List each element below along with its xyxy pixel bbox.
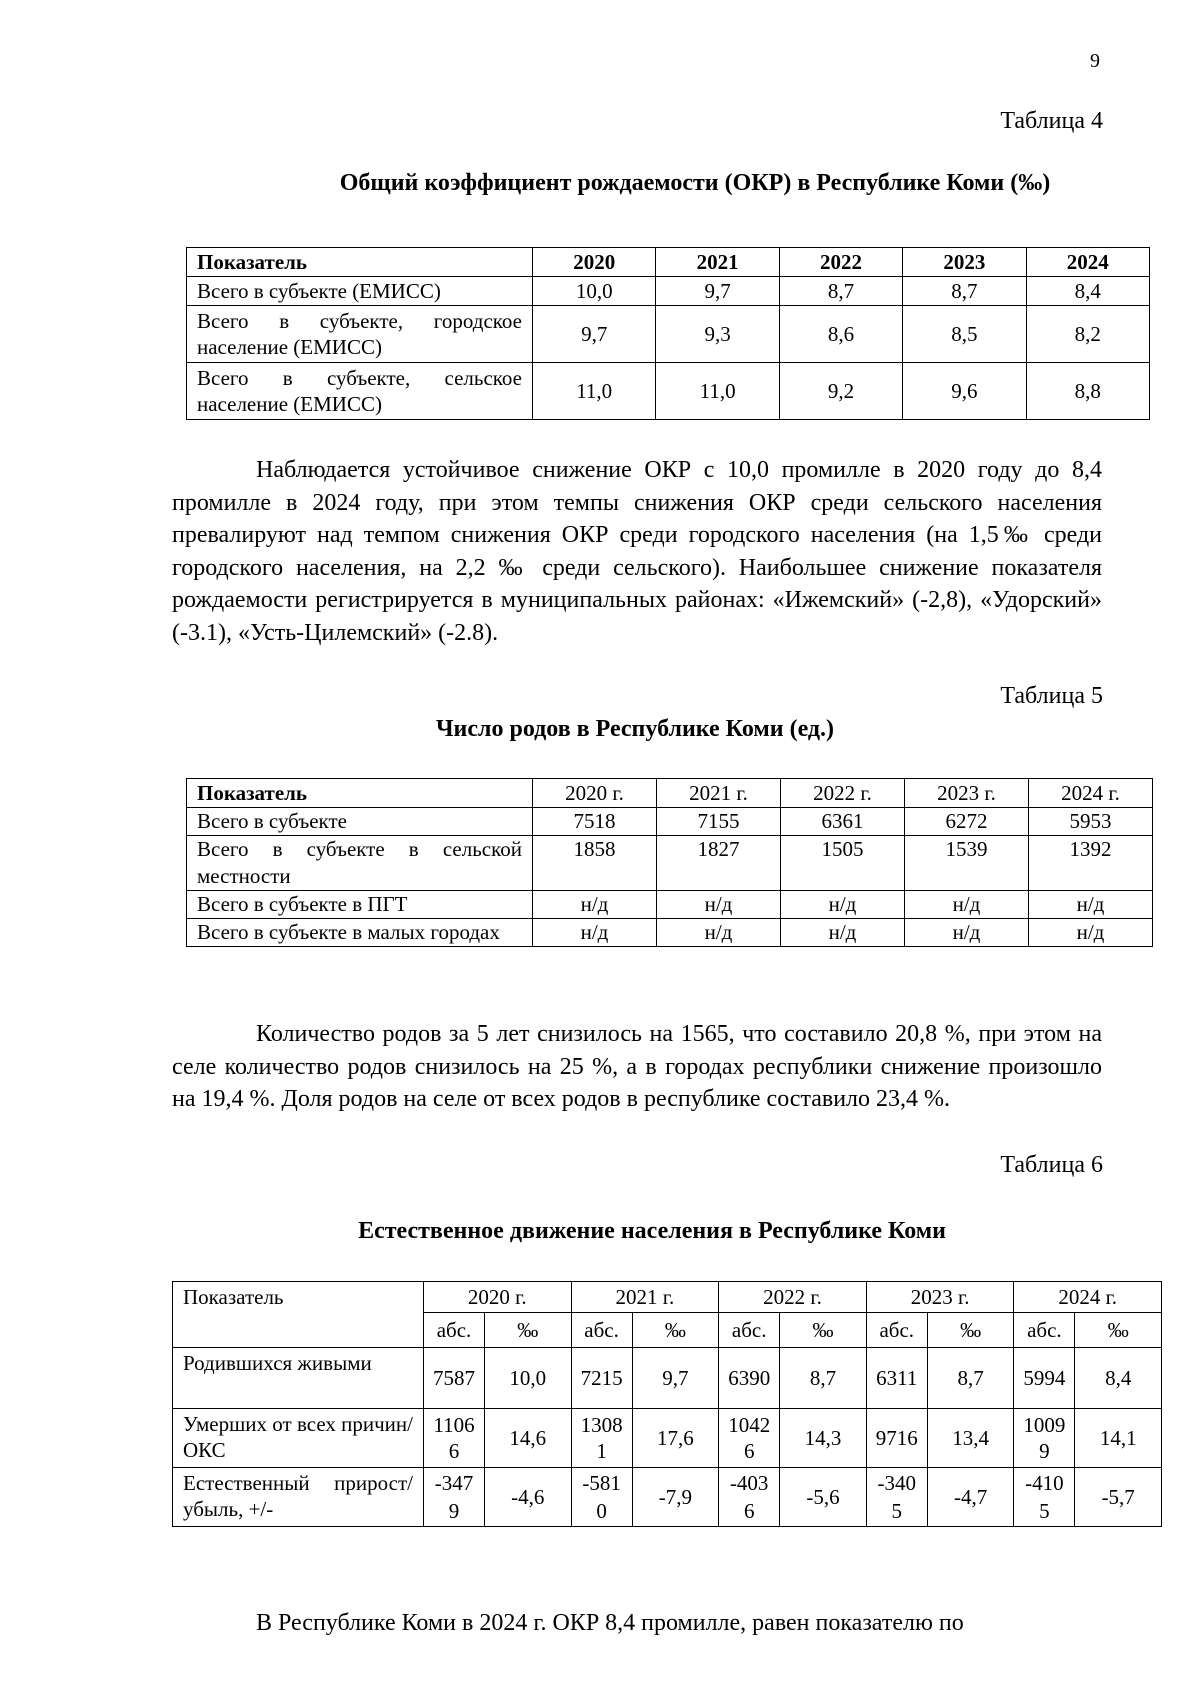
sub-header-rate: ‰ xyxy=(632,1313,719,1348)
table-cell: -3405 xyxy=(866,1468,927,1527)
table-row xyxy=(187,277,1150,306)
sub-header-abs: абс. xyxy=(866,1313,927,1348)
table-cell: 6361 xyxy=(781,808,905,836)
table-header-cell: 2021 г. xyxy=(657,779,781,808)
table-cell: 11,0 xyxy=(533,363,656,420)
table-cell: -4036 xyxy=(719,1468,780,1527)
table-cell: -4,6 xyxy=(485,1468,572,1527)
table-cell: 1505 xyxy=(781,836,905,891)
table-cell: 6272 xyxy=(905,808,1029,836)
sub-header-rate: ‰ xyxy=(485,1313,572,1348)
table-header-cell: 2021 xyxy=(656,248,779,277)
table-cell: 9,3 xyxy=(656,306,779,363)
table-header-cell: 2024 г. xyxy=(1029,779,1153,808)
table-cell: 8,6 xyxy=(779,306,902,363)
table-row xyxy=(187,306,1150,363)
table-row xyxy=(173,1409,1162,1468)
table-cell: 1858 xyxy=(533,836,657,891)
table-cell: 6311 xyxy=(866,1348,927,1409)
table-cell: н/д xyxy=(905,891,1029,919)
table-cell: -5,7 xyxy=(1075,1468,1162,1527)
table-cell: 14,3 xyxy=(780,1409,867,1468)
sub-header-abs: абс. xyxy=(571,1313,632,1348)
table-cell: н/д xyxy=(781,891,905,919)
table-cell: 9,7 xyxy=(632,1348,719,1409)
year-header: 2020 г. xyxy=(424,1282,572,1313)
table-header-cell: 2023 xyxy=(903,248,1026,277)
table4-title: Общий коэффициент рождаемости (ОКР) в Республике Коми (‰) xyxy=(339,170,1051,196)
table-cell: -4105 xyxy=(1014,1468,1075,1527)
table-cell: 14,6 xyxy=(485,1409,572,1468)
sub-header-rate: ‰ xyxy=(1075,1313,1162,1348)
table-cell: н/д xyxy=(905,919,1029,947)
table-cell: 1392 xyxy=(1029,836,1153,891)
table-cell: н/д xyxy=(1029,891,1153,919)
row-label: Всего в субъекте, городское население (ЕМИСС) xyxy=(187,306,533,363)
table6-title: Естественное движение населения в Республике Коми xyxy=(358,1218,946,1244)
table-cell: 8,5 xyxy=(903,306,1026,363)
table-cell: 9,7 xyxy=(533,306,656,363)
paragraph-births-decline: Количество родов за 5 лет снизилось на 1565, что составило 20,8 %, при этом на селе количество родов снизилось на 25 %, а в городах республики снижение произошло на 19,4 %. Доля родов на селе от всех родов в республике составило 23,4 %. xyxy=(172,1021,1102,1112)
table4 xyxy=(186,247,1150,420)
table-header-cell: Показатель xyxy=(187,779,533,808)
table-cell: -5810 xyxy=(571,1468,632,1527)
table-cell: н/д xyxy=(657,919,781,947)
table-cell: 7155 xyxy=(657,808,781,836)
row-label: Всего в субъекте в малых городах xyxy=(187,919,533,947)
table-cell: 8,4 xyxy=(1075,1348,1162,1409)
table-cell: 7518 xyxy=(533,808,657,836)
year-header: 2021 г. xyxy=(571,1282,719,1313)
row-label: Всего в субъекте в сельской местности xyxy=(187,836,533,891)
table-row xyxy=(187,808,1153,836)
table-row xyxy=(187,919,1153,947)
year-header: 2022 г. xyxy=(719,1282,867,1313)
table-cell: 8,7 xyxy=(780,1348,867,1409)
sub-header-abs: абс. xyxy=(424,1313,485,1348)
table-cell: 17,6 xyxy=(632,1409,719,1468)
table-header-row xyxy=(187,779,1153,808)
table-row xyxy=(187,363,1150,420)
table-cell: н/д xyxy=(781,919,905,947)
table-cell: н/д xyxy=(533,891,657,919)
year-header: 2023 г. xyxy=(866,1282,1014,1313)
table-cell: -3479 xyxy=(424,1468,485,1527)
table-cell: н/д xyxy=(657,891,781,919)
table-cell: 8,8 xyxy=(1026,363,1149,420)
table6 xyxy=(172,1281,1162,1527)
table-cell: 8,7 xyxy=(927,1348,1014,1409)
row-label: Родившихся живыми xyxy=(173,1348,424,1409)
table-header-cell: 2020 г. xyxy=(533,779,657,808)
paragraph-okr-decline: Наблюдается устойчивое снижение ОКР с 10,0 промилле в 2020 году до 8,4 промилле в 2024 году, при этом темпы снижения ОКР среди сельского населения превалируют над темпом снижения ОКР среди городского населения (на 1,5‰ среди городского населения, на 2,2 ‰ среди сельского). Наибольшее снижение показателя рождаемости регистрируется в муниципальных районах: «Ижемский» (-2,8), «Удорский» (-3.1), «Усть-Цилемский» (-2.8). xyxy=(172,457,1102,646)
paragraph-okr-2024: В Республике Коми в 2024 г. ОКР 8,4 промилле, равен показателю по xyxy=(256,1610,964,1636)
sub-header-abs: абс. xyxy=(1014,1313,1075,1348)
table-row xyxy=(173,1348,1162,1409)
table-cell: 8,7 xyxy=(779,277,902,306)
table-cell: 9716 xyxy=(866,1409,927,1468)
table-cell: 9,6 xyxy=(903,363,1026,420)
sub-header-abs: абс. xyxy=(719,1313,780,1348)
table-row xyxy=(187,891,1153,919)
table-cell: -5,6 xyxy=(780,1468,867,1527)
table-header-row xyxy=(187,248,1150,277)
table-cell: 10426 xyxy=(719,1409,780,1468)
table5-title: Число родов в Республике Коми (ед.) xyxy=(435,716,835,742)
page-number: 9 xyxy=(1090,50,1100,72)
table4-caption: Таблица 4 xyxy=(1000,108,1103,134)
table-header-cell: 2023 г. xyxy=(905,779,1029,808)
table5 xyxy=(186,778,1153,947)
table-header-cell: Показатель xyxy=(187,248,533,277)
table-cell: 9,7 xyxy=(656,277,779,306)
row-label: Всего в субъекте xyxy=(187,808,533,836)
table-cell: 11,0 xyxy=(656,363,779,420)
row-label: Всего в субъекте в ПГТ xyxy=(187,891,533,919)
table-header-cell: 2024 xyxy=(1026,248,1149,277)
table-cell: 8,4 xyxy=(1026,277,1149,306)
table-header-cell: Показатель xyxy=(173,1282,424,1348)
table-cell: н/д xyxy=(1029,919,1153,947)
table-cell: н/д xyxy=(533,919,657,947)
row-label: Всего в субъекте, сельское население (ЕМИСС) xyxy=(187,363,533,420)
table-cell: -7,9 xyxy=(632,1468,719,1527)
table-cell: 10,0 xyxy=(533,277,656,306)
row-label: Умерших от всех причин/ОКС xyxy=(173,1409,424,1468)
table-row xyxy=(187,836,1153,891)
table-cell: 8,7 xyxy=(903,277,1026,306)
sub-header-rate: ‰ xyxy=(927,1313,1014,1348)
table-cell: 1539 xyxy=(905,836,1029,891)
table-cell: -4,7 xyxy=(927,1468,1014,1527)
table-header-cell: 2020 xyxy=(533,248,656,277)
table-cell: 10099 xyxy=(1014,1409,1075,1468)
table-cell: 7587 xyxy=(424,1348,485,1409)
table-cell: 1827 xyxy=(657,836,781,891)
table-cell: 11066 xyxy=(424,1409,485,1468)
table-header-cell: 2022 г. xyxy=(781,779,905,808)
table-cell: 6390 xyxy=(719,1348,780,1409)
table-row xyxy=(173,1468,1162,1527)
table5-caption: Таблица 5 xyxy=(1000,683,1103,709)
table6-caption: Таблица 6 xyxy=(1000,1152,1103,1178)
table-header-cell: 2022 xyxy=(779,248,902,277)
table-cell: 14,1 xyxy=(1075,1409,1162,1468)
table-cell: 7215 xyxy=(571,1348,632,1409)
table-cell: 10,0 xyxy=(485,1348,572,1409)
table-cell: 5953 xyxy=(1029,808,1153,836)
year-header: 2024 г. xyxy=(1014,1282,1162,1313)
table-cell: 13,4 xyxy=(927,1409,1014,1468)
table-cell: 8,2 xyxy=(1026,306,1149,363)
row-label: Всего в субъекте (ЕМИСС) xyxy=(187,277,533,306)
sub-header-rate: ‰ xyxy=(780,1313,867,1348)
table-cell: 13081 xyxy=(571,1409,632,1468)
table-cell: 9,2 xyxy=(779,363,902,420)
row-label: Естественный прирост/убыль, +/- xyxy=(173,1468,424,1527)
table-header-row xyxy=(173,1282,1162,1313)
table-cell: 5994 xyxy=(1014,1348,1075,1409)
